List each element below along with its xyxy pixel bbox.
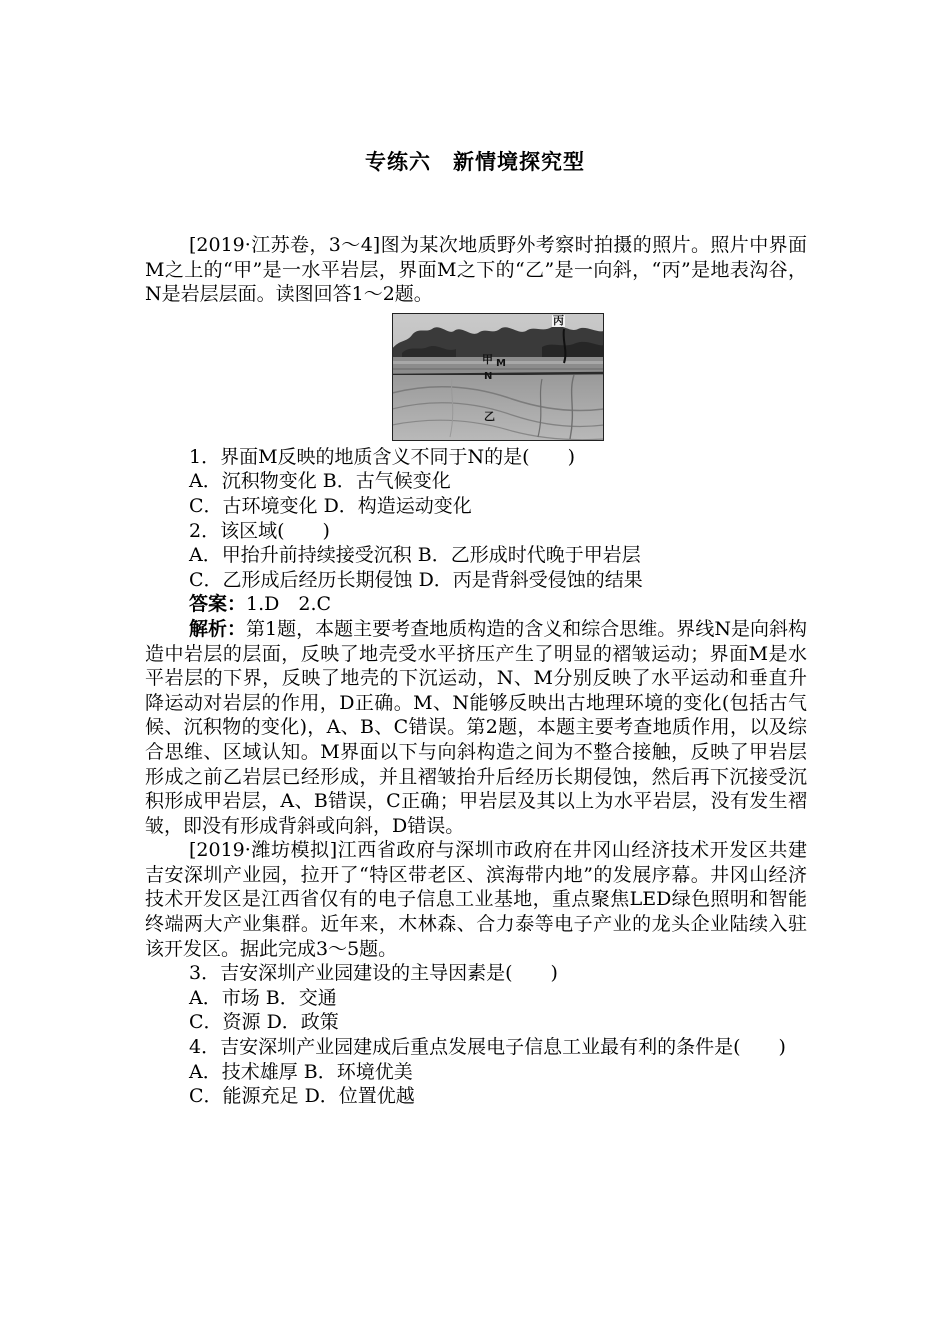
document-body xyxy=(145,233,807,1109)
intro-paragraph-2: [2019·潍坊模拟]江西省政府与深圳市政府在井冈山经济技术开发区共建吉安深圳产业园，拉开了“特区带老区、滨海带内地”的发展序幕。井冈山经济技术开发区是江西省仅有的电子信息工业基地，重点聚焦LED绿色照明和智能终端两大产业集群。近年来，木林森、合力泰等电子产业的龙头企业陆续入驻该开发区。据此完成3～5题。 xyxy=(145,839,807,960)
geology-photo-image xyxy=(392,313,604,441)
geology-photo xyxy=(392,313,604,441)
question-2-options-ab: A．甲抬升前持续接受沉积 B．乙形成时代晚于甲岩层 xyxy=(189,544,641,567)
question-4-options-ab: A．技术雄厚 B．环境优美 xyxy=(189,1060,413,1083)
intro-paragraph-1: [2019·江苏卷，3～4]图为某次地质野外考察时拍摄的照片。照片中界面M之上的“甲”是一水平岩层，界面M之下的“乙”是一向斜，“丙”是地表沟谷，N是岩层层面。读图回答1～2题。 xyxy=(145,234,807,306)
answer-label: 答案： xyxy=(189,593,247,616)
label-m: M xyxy=(496,357,506,369)
question-1-stem: 1．界面M反映的地质含义不同于N的是( ) xyxy=(189,445,575,468)
analysis-paragraph xyxy=(145,617,807,838)
label-yi: 乙 xyxy=(484,409,495,423)
label-jia: 甲 xyxy=(482,352,493,366)
analysis-text: 第1题，本题主要考查地质构造的含义和综合思维。界线N是向斜构造中岩层的层面，反映了地壳受水平挤压产生了明显的褶皱运动；界面M是水平岩层的下界，反映了地壳的下沉运动，N、M分别反映了水平运动和垂直升降运动对岩层的作用，D正确。M、N能够反映出古地理环境的变化(包括古气候、沉积物的变化)，A、B、C错误。第2题，本题主要考查地质作用，以及综合思维、区域认知。M界面以下与向斜构造之间为不整合接触，反映了甲岩层形成之前乙岩层已经形成，并且褶皱抬升后经历长期侵蚀，然后再下沉接受沉积形成甲岩层，A、B错误，C正确；甲岩层及其以上为水平岩层，没有发生褶皱，即没有形成背斜或向斜，D错误。 xyxy=(145,617,807,837)
analysis-label: 解析： xyxy=(189,617,247,640)
answer-value: 1.D 2.C xyxy=(246,593,332,616)
question-4-options-cd: C．能源充足 D．位置优越 xyxy=(189,1085,415,1108)
question-3-options-cd: C．资源 D．政策 xyxy=(189,1011,339,1034)
page-title: 专练六 新情境探究型 xyxy=(365,150,585,174)
answer-line xyxy=(145,592,807,617)
label-n: N xyxy=(484,370,493,382)
question-1-options-cd: C．古环境变化 D．构造运动变化 xyxy=(189,494,472,517)
label-bing: 丙 xyxy=(553,313,564,327)
question-3-options-ab: A．市场 B．交通 xyxy=(189,986,337,1009)
question-3-stem: 3．吉安深圳产业园建设的主导因素是( ) xyxy=(189,962,558,985)
question-4-stem: 4．吉安深圳产业园建成后重点发展电子信息工业最有利的条件是( ) xyxy=(189,1036,786,1059)
question-2-options-cd: C．乙形成后经历长期侵蚀 D．丙是背斜受侵蚀的结果 xyxy=(189,568,643,591)
question-1-options-ab: A．沉积物变化 B．古气候变化 xyxy=(189,470,451,493)
question-2-stem: 2．该区域( ) xyxy=(189,519,330,542)
